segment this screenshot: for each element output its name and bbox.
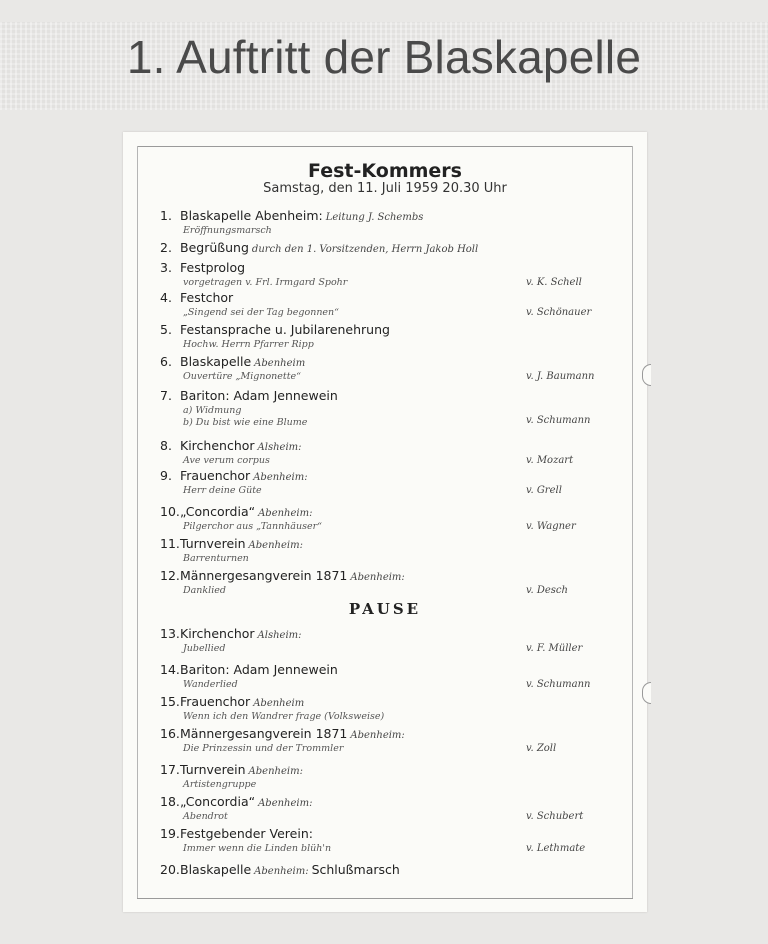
- item-composer: v. F. Müller: [526, 643, 583, 654]
- item-piece: Barrenturnen: [183, 553, 249, 564]
- item-ensemble: Blaskapelle Abenheim:: [180, 208, 323, 223]
- item-composer: v. Schumann: [526, 415, 591, 426]
- item-composer: v. Schumann: [526, 679, 591, 690]
- item-performer: Abenheim:: [350, 572, 405, 583]
- item-heading: [160, 662, 610, 679]
- item-number: 6.: [160, 354, 172, 369]
- program-item: [160, 468, 610, 497]
- item-number: 20.: [160, 862, 180, 877]
- item-piece: a) Widmung: [183, 405, 242, 416]
- item-number: 16.: [160, 726, 180, 741]
- item-performer: Abenheim:: [253, 472, 308, 483]
- item-performer: durch den 1. Vorsitzenden, Herrn Jakob Holl: [251, 244, 479, 255]
- item-heading: [160, 468, 610, 485]
- program-item: [160, 726, 610, 755]
- program-item: [160, 694, 610, 723]
- item-piece: Pilgerchor aus „Tannhäuser“: [183, 521, 322, 532]
- program-item: [160, 626, 610, 655]
- program-item: [160, 826, 610, 855]
- item-ensemble: Kirchenchor: [180, 438, 255, 453]
- item-performer: Abenheim:: [350, 730, 405, 741]
- right-rule: [632, 146, 633, 898]
- item-piece: Jubellied: [183, 643, 226, 654]
- item-number: 15.: [160, 694, 180, 709]
- program-item: [160, 568, 610, 597]
- item-ensemble: Festchor: [180, 290, 234, 305]
- program-item: [160, 662, 610, 691]
- item-number: 13.: [160, 626, 180, 641]
- item-performer: Leitung J. Schembs: [325, 212, 424, 223]
- program-item: [160, 208, 610, 237]
- item-piece: Danklied: [183, 585, 226, 596]
- item-piece: Immer wenn die Linden blüh'n: [183, 843, 332, 854]
- item-heading: [160, 862, 610, 879]
- item-performer: Alsheim:: [257, 442, 302, 453]
- item-ensemble: Frauenchor: [180, 468, 251, 483]
- item-piece: Ouvertüre „Mignonette“: [183, 371, 302, 382]
- item-piece: Herr deine Güte: [183, 485, 262, 496]
- item-piece: Eröffnungsmarsch: [183, 225, 272, 236]
- item-composer: v. K. Schell: [526, 277, 582, 288]
- item-ensemble: „Concordia“: [180, 794, 256, 809]
- item-number: 19.: [160, 826, 180, 841]
- item-ensemble: Frauenchor: [180, 694, 251, 709]
- item-heading: [160, 260, 610, 277]
- program-item: [160, 260, 610, 289]
- item-piece: Abendrot: [183, 811, 228, 822]
- item-ensemble: Blaskapelle: [180, 354, 252, 369]
- program-item: [160, 322, 610, 351]
- item-heading: [160, 240, 610, 257]
- item-performer: Alsheim:: [257, 630, 302, 641]
- item-composer: v. Grell: [526, 485, 562, 496]
- item-composer: v. Zoll: [526, 743, 557, 754]
- item-performer: Abenheim: [253, 698, 305, 709]
- item-performer: Abenheim:: [258, 508, 313, 519]
- item-heading: [160, 626, 610, 643]
- bottom-rule: [137, 898, 633, 899]
- item-heading: [160, 322, 610, 339]
- item-composer: v. J. Baumann: [526, 371, 595, 382]
- item-heading: [160, 568, 610, 585]
- program-item: [160, 240, 610, 257]
- item-composer: v. Mozart: [526, 455, 574, 466]
- item-number: 1.: [160, 208, 172, 223]
- item-number: 17.: [160, 762, 180, 777]
- item-piece: Ave verum corpus: [183, 455, 270, 466]
- item-piece: b) Du bist wie eine Blume: [183, 417, 308, 428]
- item-heading: [160, 354, 610, 371]
- program-item: [160, 354, 610, 383]
- item-heading: [160, 388, 610, 405]
- program-item: [160, 536, 610, 565]
- item-number: 9.: [160, 468, 172, 483]
- program-item: [160, 862, 610, 879]
- item-piece: Hochw. Herrn Pfarrer Ripp: [183, 339, 314, 350]
- program-item: [160, 762, 610, 791]
- item-ensemble: „Concordia“: [180, 504, 256, 519]
- program-sheet: [123, 132, 647, 912]
- item-ensemble: Begrüßung: [180, 240, 249, 255]
- item-composer: v. Wagner: [526, 521, 576, 532]
- item-heading: [160, 438, 610, 455]
- item-number: 2.: [160, 240, 172, 255]
- item-number: 7.: [160, 388, 172, 403]
- item-ensemble: Männergesangverein 1871: [180, 568, 348, 583]
- item-heading: [160, 536, 610, 553]
- item-heading: [160, 504, 610, 521]
- item-piece: Wanderlied: [183, 679, 238, 690]
- item-heading: [160, 290, 610, 307]
- program-item: [160, 388, 610, 429]
- item-performer: Abenheim: [254, 358, 306, 369]
- item-piece: „Singend sei der Tag begonnen“: [183, 307, 340, 318]
- item-ensemble: Männergesangverein 1871: [180, 726, 348, 741]
- item-heading: [160, 794, 610, 811]
- item-number: 8.: [160, 438, 172, 453]
- item-ensemble: Bariton: Adam Jennewein: [180, 662, 338, 677]
- item-performer: Abenheim:: [248, 540, 303, 551]
- item-ensemble: Bariton: Adam Jennewein: [180, 388, 338, 403]
- item-ensemble: Festansprache u. Jubilarenehrung: [180, 322, 390, 337]
- pause-heading: PAUSE: [348, 600, 422, 618]
- program-item: [160, 794, 610, 823]
- item-composer: v. Desch: [526, 585, 568, 596]
- item-heading: [160, 826, 610, 843]
- item-ensemble: Kirchenchor: [180, 626, 255, 641]
- item-composer: v. Lethmate: [526, 843, 586, 854]
- program-date: Samstag, den 11. Juli 1959 20.30 Uhr: [263, 181, 507, 196]
- item-number: 5.: [160, 322, 172, 337]
- page-title: 1. Auftritt der Blaskapelle: [126, 31, 642, 83]
- item-number: 3.: [160, 260, 172, 275]
- item-ensemble: Turnverein: [180, 762, 246, 777]
- program-item: [160, 438, 610, 467]
- item-performer: Abenheim:: [254, 866, 309, 877]
- punch-notch: [642, 682, 651, 704]
- item-number: 10.: [160, 504, 180, 519]
- item-performer: Abenheim:: [258, 798, 313, 809]
- item-heading: [160, 726, 610, 743]
- program-title: Fest-Kommers: [308, 160, 462, 182]
- item-number: 14.: [160, 662, 180, 677]
- item-number: 18.: [160, 794, 180, 809]
- item-composer: v. Schubert: [526, 811, 584, 822]
- item-number: 12.: [160, 568, 180, 583]
- item-ensemble: Turnverein: [180, 536, 246, 551]
- left-rule: [137, 146, 138, 898]
- item-tail: Schlußmarsch: [311, 862, 400, 877]
- item-heading: [160, 208, 610, 225]
- item-number: 11.: [160, 536, 180, 551]
- item-heading: [160, 762, 610, 779]
- item-piece: Wenn ich den Wandrer frage (Volksweise): [183, 711, 385, 722]
- item-piece: vorgetragen v. Frl. Irmgard Spohr: [183, 277, 348, 288]
- item-piece: Artistengruppe: [183, 779, 257, 790]
- item-piece: Die Prinzessin und der Trommler: [183, 743, 344, 754]
- item-ensemble: Blaskapelle: [180, 862, 252, 877]
- item-ensemble: Festprolog: [180, 260, 246, 275]
- punch-notch: [642, 364, 651, 386]
- item-number: 4.: [160, 290, 172, 305]
- item-performer: Abenheim:: [248, 766, 303, 777]
- program-item: [160, 504, 610, 533]
- item-ensemble: Festgebender Verein:: [180, 826, 313, 841]
- top-rule: [137, 146, 633, 147]
- item-heading: [160, 694, 610, 711]
- program-item: [160, 290, 610, 319]
- item-composer: v. Schönauer: [526, 307, 592, 318]
